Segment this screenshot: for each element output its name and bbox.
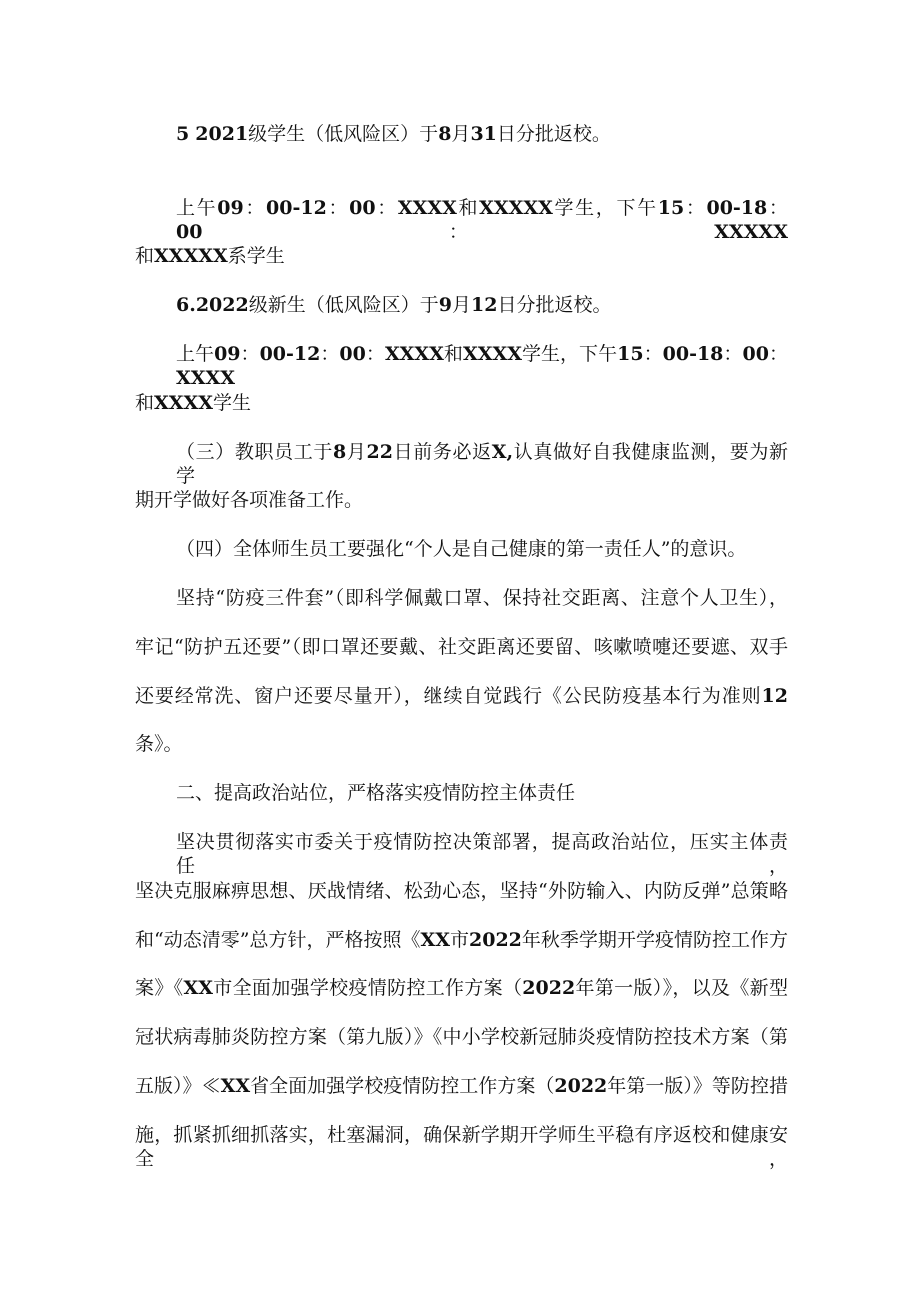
text-line-19: 冠状病毒肺炎防控方案（第九版）》《中小学校新冠肺炎疫情防控技术方案（第 <box>135 1026 788 1048</box>
text-line-11: 牢记“防护五还要”（即口罩还要戴、社交距离还要留、咳嗽喷嚏还要遮、双手 <box>135 636 788 658</box>
text-line-3: 和XXXXX系学生 <box>135 245 285 267</box>
text-line-9: （四）全体师生员工要强化“个人是自己健康的第一责任人”的意识。 <box>176 538 747 560</box>
text-line-5: 上午09：00-12：00：XXXX和XXXX学生，下午15：00-18：00：XXXX <box>176 343 788 389</box>
text-line-10: 坚持“防疫三件套”（即科学佩戴口罩、保持社交距离、注意个人卫生）， <box>176 587 788 609</box>
text-line-8: 期开学做好各项准备工作。 <box>135 489 364 511</box>
text-line-7: （三）教职员工于8月22日前务必返X,认真做好自我健康监测，要为新学 <box>176 441 788 487</box>
text-line-1: 5 2021级学生（低风险区）于8月31日分批返校。 <box>176 123 611 145</box>
text-line-18: 案》《XX市全面加强学校疫情防控工作方案（2022年第一版）》，以及《新型 <box>135 977 788 999</box>
text-line-17: 和“动态清零”总方针，严格按照《XX市2022年秋季学期开学疫情防控工作方 <box>135 929 788 951</box>
text-line-2: 上午09：00-12：00：XXXX和XXXXX学生，下午15：00-18：00：XXXXX <box>176 197 788 243</box>
text-line-12: 还要经常洗、窗户还要尽量开），继续自觉践行《公民防疫基本行为准则12 <box>135 685 788 707</box>
text-line-20: 五版）》≪XX省全面加强学校疫情防控工作方案（2022年第一版）》等防控措 <box>135 1075 788 1097</box>
text-line-6: 和XXXX学生 <box>135 392 251 414</box>
text-line-15: 坚决贯彻落实市委关于疫情防控决策部署，提高政治站位，压实主体责任， <box>176 831 788 877</box>
text-line-16: 坚决克服麻痹思想、厌战情绪、松劲心态，坚持“外防输入、内防反弹”总策略 <box>135 880 788 902</box>
text-line-13: 条》。 <box>135 733 183 755</box>
text-line-4: 6.2022级新生（低风险区）于9月12日分批返校。 <box>176 294 612 316</box>
section-heading: 二、提高政治站位，严格落实疫情防控主体责任 <box>176 782 576 804</box>
text-line-21: 施，抓紧抓细抓落实，杜塞漏洞，确保新学期开学师生平稳有序返校和健康安全， <box>135 1124 788 1170</box>
